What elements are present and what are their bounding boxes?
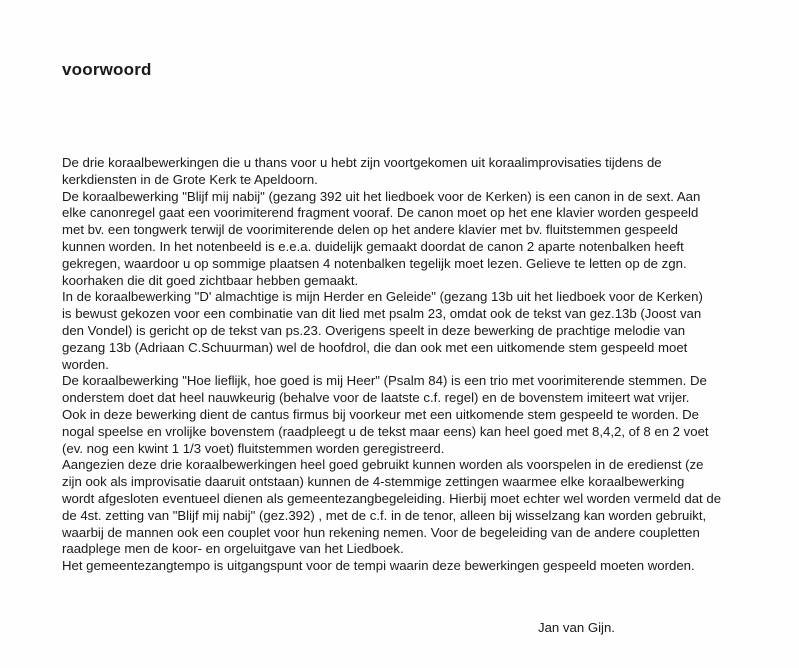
text-line: In de koraalbewerking "D' almachtige is mijn Herder en Geleide" (gezang 13b uit het liedboek voor de Kerken) [62, 289, 703, 305]
text-line: koorhaken die dit goed zichtbaar hebben gemaakt. [62, 272, 359, 288]
text-line: De koraalbewerking "Hoe lieflijk, hoe goed is mij Heer" (Psalm 84) is een trio met voorimiterende stemmen. De [62, 373, 707, 389]
text-line: Het gemeentezangtempo is uitgangspunt voor de tempi waarin deze bewerkingen gespeeld moeten worden. [62, 558, 695, 574]
text-line: gezang 13b (Adriaan C.Schuurman) wel de hoofdrol, die dan ook met een uitkomende stem gespeeld moet [62, 339, 688, 355]
text-line: Aangezien deze drie koraalbewerkingen heel goed gebruikt kunnen worden als voorspelen in de eredienst (ze [62, 457, 704, 473]
text-line: kerkdiensten in de Grote Kerk te Apeldoorn. [62, 171, 318, 187]
text-line: is bewust gekozen voor een combinatie van dit lied met psalm 23, omdat ook de tekst van gez.13b (Joost van [62, 306, 702, 322]
text-line: gekregen, waardoor u op sommige plaatsen 4 notenbalken tegelijk moet lezen. Gelieve te letten op de zgn. [62, 255, 687, 271]
text-line: wordt afgesloten eventueel dienen als gemeentezangbegeleiding. Hierbij moet echter wel worden vermeld dat de [62, 490, 722, 506]
text-line: Ook in deze bewerking dient de cantus firmus bij voorkeur met een uitkomende stem gespeeld te worden. De [62, 406, 700, 422]
text-line: waarbij de mannen ook een couplet voor hun rekening nemen. Voor de begeleiding van de andere coupletten [62, 524, 700, 540]
text-line: den Vondel) is gericht op de tekst van ps.23. Overigens speelt in deze bewerking de prachtige melodie van [62, 322, 686, 338]
document-title: voorwoord [62, 60, 152, 79]
text-line: de 4st. zetting van "Blijf mij nabij" (gez.392) , met de c.f. in de tenor, alleen bij wisselzang kan worden gebruikt, [62, 507, 707, 523]
preface-body [62, 155, 762, 575]
text-line: kunnen worden. In het notenbeeld is e.e.a. duidelijk gemaakt doordat de canon 2 aparte notenbalken heeft [62, 238, 684, 254]
text-line: nogal speelse en vrolijke bovenstem (raadpleegt u de tekst maar eens) kan heel goed met 8,4,2, of 8 en 2 voet [62, 423, 709, 439]
text-line: onderstem doet dat heel nauwkeurig (behalve voor de laatste c.f. regel) en de bovenstem imiteert wat vrijer. [62, 390, 690, 406]
text-line: worden. [62, 356, 109, 372]
text-line: zijn ook als improvisatie daaruit ontstaan) kunnen de 4-stemmige zettingen waarmee elke koraalbewerking [62, 474, 685, 490]
text-line: De koraalbewerking "Blijf mij nabij" (gezang 392 uit het liedboek voor de Kerken) is een canon in de sext. Aan [62, 188, 701, 204]
text-line: elke canonregel gaat een voorimiterend fragment vooraf. De canon moet op het ene klavier worden gespeeld [62, 205, 699, 221]
text-line: raadplege men de koor- en orgeluitgave van het Liedboek. [62, 541, 404, 557]
signature: Jan van Gijn. [538, 620, 615, 635]
text-line: (ev. nog een kwint 1 1/3 voet) fluitstemmen worden geregistreerd. [62, 440, 445, 456]
text-line: De drie koraalbewerkingen die u thans voor u hebt zijn voortgekomen uit koraalimprovisaties tijdens de [62, 155, 662, 170]
text-line: met bv. een tongwerk terwijl de voorimiterende delen op het andere klavier met bv. fluitstemmen gespeeld [62, 222, 678, 238]
